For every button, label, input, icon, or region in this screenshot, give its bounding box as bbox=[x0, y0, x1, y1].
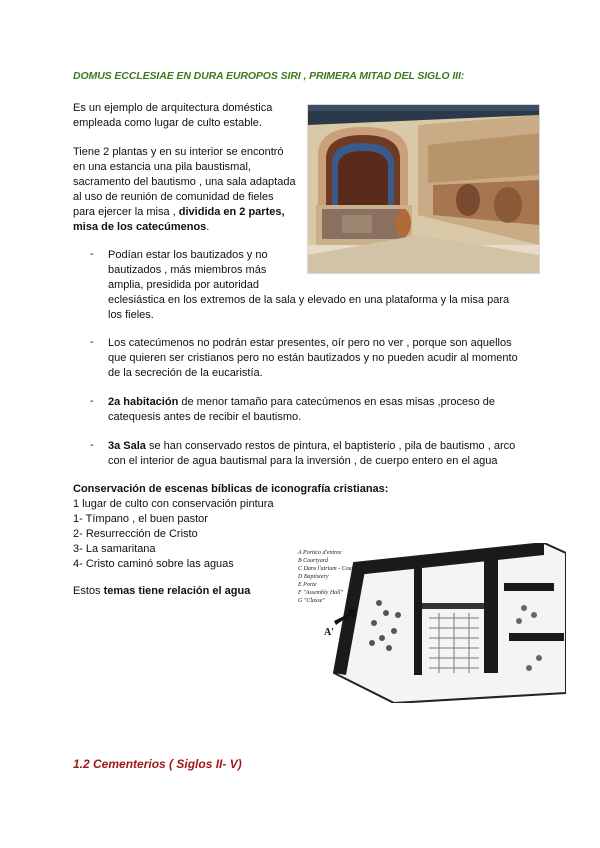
bullet-dash: - bbox=[90, 248, 94, 260]
plantas-line: misa de los catecúmenos. bbox=[73, 221, 210, 233]
plan-legend-item: F "Assembly Hall" bbox=[298, 590, 344, 596]
section-title-cementerios: 1.2 Cementerios ( Siglos II- V) bbox=[73, 757, 242, 771]
plantas-paragraph bbox=[73, 145, 296, 235]
bullet-dash: - bbox=[90, 336, 94, 348]
page-heading: DOMUS ECCLESIAE EN DURA EUROPOS SIRI , PRIMERA MITAD DEL SIGLO III: bbox=[73, 70, 465, 82]
plantas-line: al uso de reunión de comunidad de fieles bbox=[73, 191, 274, 203]
conservacion-item: 1 lugar de culto con conservación pintura bbox=[73, 498, 274, 510]
plan-legend-item: C Dans l'atrium - Cour bbox=[298, 566, 354, 572]
conservacion-title: Conservación de escenas bíblicas de iconografía cristianas: bbox=[73, 483, 389, 495]
conservacion-item: 1- Tímpano , el buen pastor bbox=[73, 513, 208, 525]
bullet-2-line: Los catecúmenos no podrán estar presentes, oír pero no ver , porque son aquellos bbox=[108, 337, 512, 349]
bullet-4-line: con el interior de agua bautismal para la inversión , de cuerpo entero en el agua bbox=[108, 455, 498, 467]
estos-paragraph: Estos temas tiene relación el agua bbox=[73, 585, 251, 597]
bullet-3 bbox=[108, 395, 495, 425]
intro-paragraph bbox=[73, 101, 272, 131]
plantas-line: Tiene 2 plantas y en su interior se encontró bbox=[73, 146, 284, 158]
bullet-3-line: 2a habitación de menor tamaño para catecúmenos en esas misas ,proceso de bbox=[108, 396, 496, 408]
bullet-1-line: bautizados , más miembros más bbox=[108, 264, 267, 276]
bullet-1-line: amplia, presidida por autoridad bbox=[108, 279, 260, 291]
bullet-2-line: que quieren ser cristianos pero no están bautizados y no pueden acudir al momento bbox=[108, 352, 518, 364]
bullet-dash: - bbox=[90, 395, 94, 407]
plantas-line: para ejercer la misa , dividida en 2 partes, bbox=[73, 206, 285, 218]
plan-legend-item: E Porte bbox=[298, 582, 317, 588]
plan-legend-item: G "Classe" bbox=[298, 598, 325, 604]
bullet-3-line: catequesis antes de recibir el bautismo. bbox=[108, 411, 302, 423]
conservacion-item: 3- La samaritana bbox=[73, 543, 156, 555]
bullet-2 bbox=[108, 336, 518, 381]
intro-line: empleada como lugar de culto estable. bbox=[73, 117, 262, 129]
plantas-line: en una estancia una pila baustismal, bbox=[73, 161, 251, 173]
bullet-1-line: Podían estar los bautizados y no bbox=[108, 249, 268, 261]
intro-line: Es un ejemplo de arquitectura doméstica bbox=[73, 102, 273, 114]
plan-legend bbox=[298, 549, 354, 605]
bullet-4 bbox=[108, 439, 515, 469]
house-church-plan-drawing bbox=[294, 543, 566, 703]
conservacion-item: 2- Resurrección de Cristo bbox=[73, 528, 198, 540]
plan-legend-item: B Courtyard bbox=[298, 558, 328, 564]
bullet-dash: - bbox=[90, 439, 94, 451]
bullet-1 bbox=[108, 248, 509, 323]
bullet-4-line: 3a Sala se han conservado restos de pintura, el baptisterio , pila de bautismo , arco bbox=[108, 440, 516, 452]
conservacion-item: 4- Cristo caminó sobre las aguas bbox=[73, 558, 234, 570]
plantas-line: sacramento del bautismo , una sala adaptada bbox=[73, 176, 296, 188]
plan-legend-item: D Baptistery bbox=[298, 574, 329, 580]
bullet-2-line: de la secreción de la eucaristía. bbox=[108, 367, 263, 379]
bullet-1-line: eclesiástica en los extremos de la sala y elevado en una plataforma y la misa para bbox=[108, 294, 510, 306]
bullet-1-line: los fieles. bbox=[108, 309, 154, 321]
plan-arrow-label: A' bbox=[324, 627, 334, 638]
plan-legend-item: A Portico d'entree bbox=[298, 550, 342, 556]
